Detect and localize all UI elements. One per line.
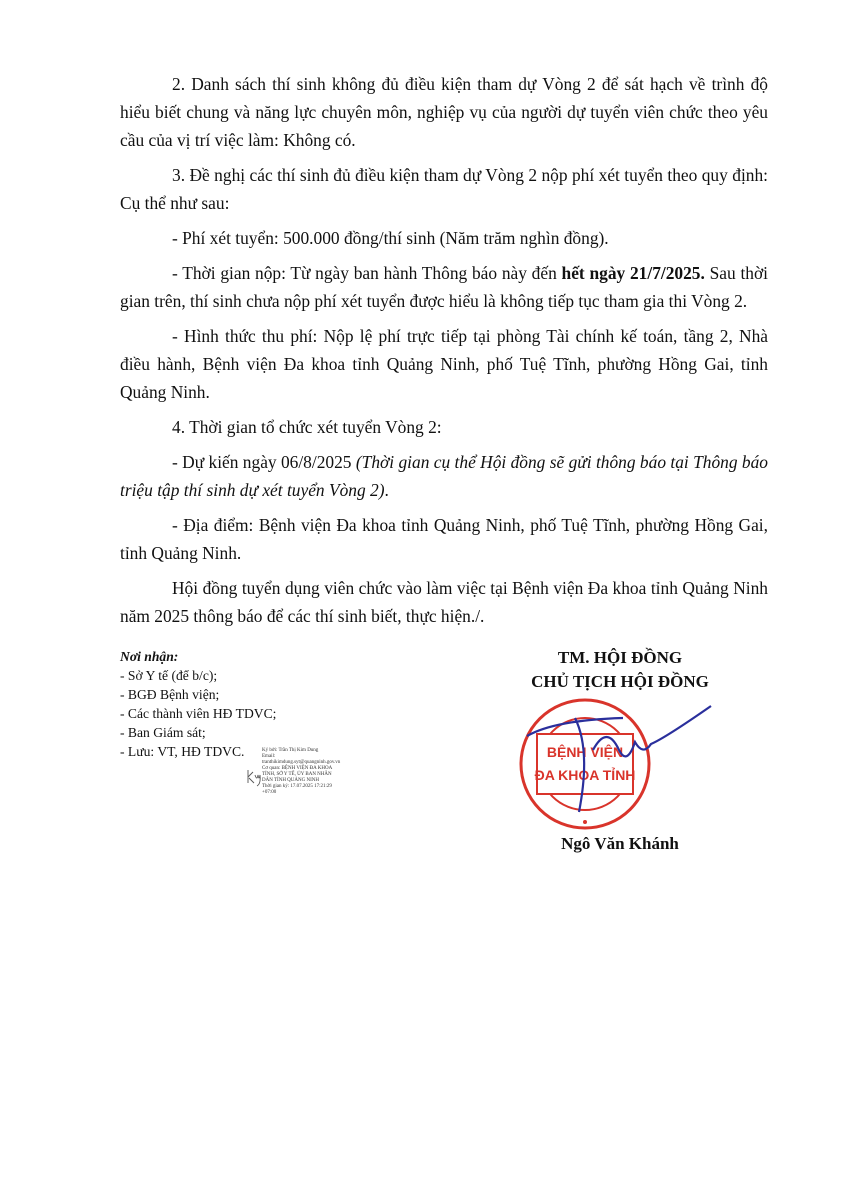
recipient-item: - BGĐ Bệnh viện; xyxy=(120,687,220,702)
signature-title-line2: CHỦ TỊCH HỘI ĐỒNG xyxy=(531,672,709,691)
signer-name: Ngô Văn Khánh xyxy=(561,834,679,853)
digital-signature-line: Thời gian ký: 17.07.2025 17:21:29 +07:00 xyxy=(262,784,332,795)
signature-title-block xyxy=(505,646,735,694)
seal-text-line2: ĐA KHOA TỈNH xyxy=(534,767,636,783)
seal-stamp xyxy=(515,694,715,834)
recipients-block xyxy=(120,647,276,761)
recipients-header: Nơi nhận: xyxy=(120,649,179,664)
recipient-item: - Sở Y tế (để b/c); xyxy=(120,668,218,683)
deadline-bold: hết ngày 21/7/2025. xyxy=(561,263,705,283)
paragraph-expected-date: - Dự kiến ngày 06/8/2025 (Thời gian cụ thể Hội đồng sẽ gửi thông báo tại Thông báo triệu tập thí sinh dự xét tuyển Vòng 2). xyxy=(120,452,768,500)
paragraph-closing: Hội đồng tuyển dụng viên chức vào làm việc tại Bệnh viện Đa khoa tỉnh Quảng Ninh năm 2025 thông báo để các thí sinh biết, thực hiện./. xyxy=(120,578,768,626)
signature-title-line1: TM. HỘI ĐỒNG xyxy=(557,648,683,667)
paragraph-payment-method: - Hình thức thu phí: Nộp lệ phí trực tiếp tại phòng Tài chính kế toán, tầng 2, Nhà điều hành, Bệnh viện Đa khoa tỉnh Quảng Ninh, phố Tuệ Tĩnh, phường Hồng Gai, tỉnh Quảng Ninh. xyxy=(120,326,768,402)
paragraph-item-4: 4. Thời gian tổ chức xét tuyển Vòng 2: xyxy=(172,417,442,437)
recipient-item: - Lưu: VT, HĐ TDVC. xyxy=(120,744,245,759)
recipient-item: - Ban Giám sát; xyxy=(120,725,206,740)
digital-signature-line: Email: tranthikimdung.syt@quangninh.gov.vn xyxy=(262,754,341,765)
seal-text-line1: BỆNH VIỆN xyxy=(546,744,624,760)
paragraph-item-3: 3. Đề nghị các thí sinh đủ điều kiện tham dự Vòng 2 nộp phí xét tuyển theo quy định: Cụ thể như sau: xyxy=(120,165,768,213)
paragraph-item-2: 2. Danh sách thí sinh không đủ điều kiện tham dự Vòng 2 để sát hạch về trình độ hiểu biết chung và năng lực chuyên môn, nghiệp vụ của người dự tuyển viên chức theo yêu cầu của vị trí việc làm: Không có. xyxy=(120,74,768,150)
digital-signature-line: Ký bởi: Trần Thị Kim Dung xyxy=(262,748,319,753)
expected-date-note: (Thời gian cụ thể Hội đồng sẽ gửi thông báo tại Thông báo triệu tập thí sinh dự xét tuyển Vòng 2) xyxy=(120,452,768,500)
paragraph-deadline: - Thời gian nộp: Từ ngày ban hành Thông báo này đến hết ngày 21/7/2025. Sau thời gian trên, thí sinh chưa nộp phí xét tuyển được hiểu là không tiếp tục tham gia thi Vòng 2. xyxy=(120,263,768,311)
seal-icon xyxy=(515,694,715,834)
initials-signature-icon xyxy=(245,766,267,788)
digital-signature-line: Cơ quan: BỆNH VIỆN ĐA KHOA TỈNH, SỞ Y TẾ, ỦY BAN NHÂN DÂN TỈNH QUẢNG NINH xyxy=(262,766,332,783)
digital-signature-info xyxy=(262,748,341,796)
paragraph-location: - Địa điểm: Bệnh viện Đa khoa tỉnh Quảng Ninh, phố Tuệ Tĩnh, phường Hồng Gai, tỉnh Quảng Ninh. xyxy=(120,515,768,563)
paragraph-fee: - Phí xét tuyển: 500.000 đồng/thí sinh (Năm trăm nghìn đồng). xyxy=(172,228,609,248)
recipient-item: - Các thành viên HĐ TDVC; xyxy=(120,706,277,721)
body-text xyxy=(120,70,768,637)
